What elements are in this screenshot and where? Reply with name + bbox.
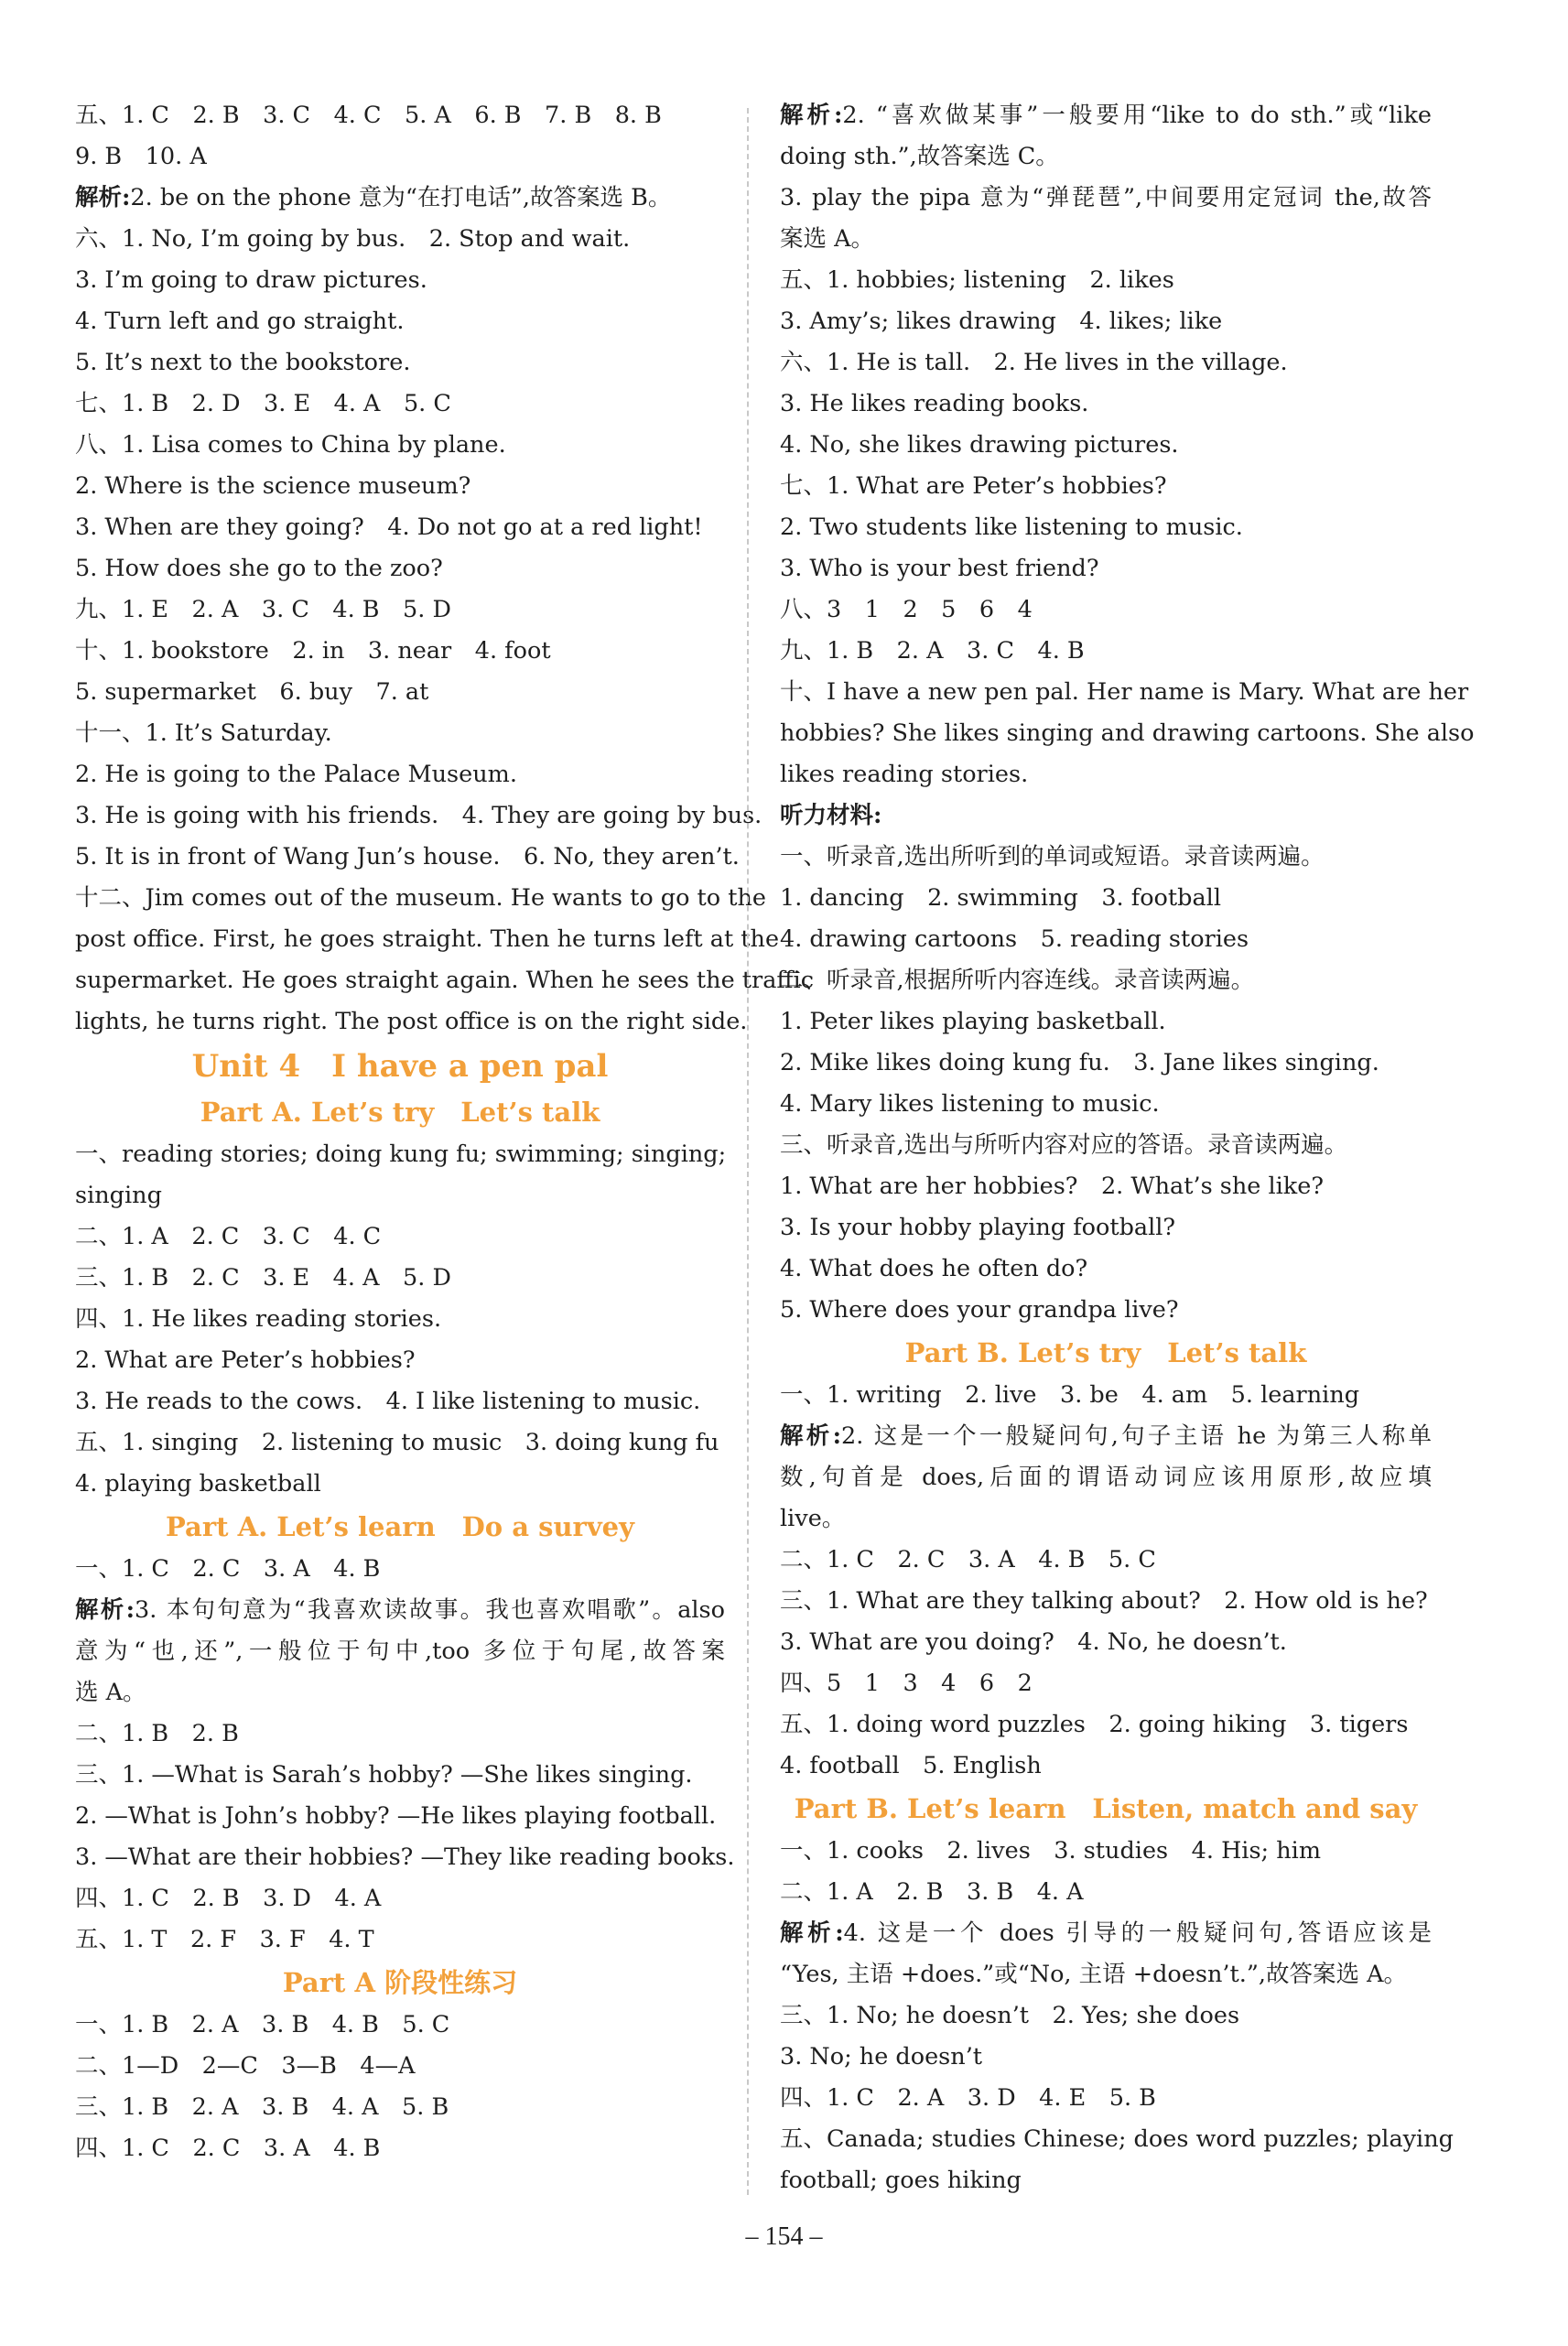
line-text: 5. How does she go to the zoo? <box>75 555 443 582</box>
answer-line <box>75 672 725 713</box>
line-text: 3. He is going with his friends. 4. They are going by bus. <box>75 802 762 829</box>
line-text: 二、1. A 2. B 3. B 4. A <box>780 1878 1084 1906</box>
line-text: 一、1. B 2. A 3. B 4. B 5. C <box>75 2011 450 2038</box>
answer-line <box>780 631 1432 672</box>
line-text: live。 <box>780 1505 846 1532</box>
column-divider <box>747 108 749 2195</box>
answer-line <box>780 878 1432 919</box>
answer-line <box>75 713 725 754</box>
line-text: 五、1. C 2. B 3. C 4. C 5. A 6. B 7. B 8. B <box>75 102 662 129</box>
analysis-label: 解析: <box>75 184 131 211</box>
answer-line <box>75 919 780 960</box>
answer-line <box>75 1422 725 1464</box>
answer-line <box>780 1457 1432 1498</box>
line-text: 八、3 1 2 5 6 4 <box>780 596 1033 623</box>
section-heading: Part A. Let’s learn Do a survey <box>166 1511 634 1542</box>
answer-line <box>780 342 1432 384</box>
line-text: 四、5 1 3 4 6 2 <box>780 1670 1033 1697</box>
line-text: 四、1. C 2. C 3. A 4. B <box>75 2135 381 2162</box>
line-text: lights, he turns right. The post office is on the right side. <box>75 1008 748 1035</box>
line-text: 3. Amy’s; likes drawing 4. likes; like <box>780 308 1223 335</box>
unit-heading: Unit 4 I have a pen pal <box>191 1048 609 1085</box>
answer-line <box>75 1549 725 1590</box>
line-text: 三、1. B 2. A 3. B 4. A 5. B <box>75 2093 449 2121</box>
line-text: 2. be on the phone 意为“在打电话”,故答案选 B。 <box>130 184 672 211</box>
answer-line <box>75 1755 725 1796</box>
answer-line <box>780 136 1432 178</box>
line-text: 一、reading stories; doing kung fu; swimming; singing; <box>75 1141 727 1168</box>
answer-line <box>780 2119 1454 2160</box>
answer-line <box>780 795 1432 837</box>
line-text: 意为“也,还”,一般位于句中,too 多位于句尾,故答案 <box>75 1638 725 1665</box>
line-text: 五、Canada; studies Chinese; does word puzzles; playing <box>780 2125 1454 2153</box>
answer-line <box>75 1714 725 1755</box>
line-text: 八、1. Lisa comes to China by plane. <box>75 431 506 459</box>
answer-line <box>780 1954 1432 1995</box>
answer-line <box>75 589 725 631</box>
answer-line <box>780 1166 1432 1207</box>
analysis-label: 解析: <box>780 102 843 129</box>
answer-line <box>780 548 1432 589</box>
answer-line <box>780 1043 1432 1084</box>
answer-line <box>75 548 725 589</box>
answer-line <box>780 219 1432 260</box>
answer-line <box>780 1290 1432 1331</box>
answer-line <box>75 1340 725 1381</box>
answer-line <box>75 1216 725 1258</box>
line-text: 2. What are Peter’s hobbies? <box>75 1346 416 1374</box>
answer-line <box>75 384 725 425</box>
line-text: 三、1. No; he doesn’t 2. Yes; she does <box>780 2002 1240 2029</box>
line-text: 5. Where does your grandpa live? <box>780 1296 1179 1324</box>
line-text: 3. He likes reading books. <box>780 390 1089 417</box>
line-text: 九、1. B 2. A 3. C 4. B <box>780 637 1085 665</box>
answer-line <box>75 878 767 919</box>
answer-line <box>780 260 1432 301</box>
answer-line <box>780 1001 1432 1043</box>
answer-line <box>75 754 725 795</box>
line-text: hobbies? She likes singing and drawing cartoons. She also <box>780 719 1475 747</box>
section-heading: Part B. Let’s learn Listen, match and say <box>794 1793 1418 1824</box>
answer-line <box>780 507 1432 548</box>
line-text: “Yes, 主语 +does.”或“No, 主语 +doesn’t.”,故答案选 A。 <box>780 1961 1408 1988</box>
answer-line <box>75 466 725 507</box>
line-text: 2. —What is John’s hobby? —He likes playing football. <box>75 1802 717 1830</box>
line-text: 四、1. C 2. B 3. D 4. A <box>75 1885 382 1912</box>
line-text: likes reading stories. <box>780 761 1029 788</box>
analysis-label: 解析: <box>75 1596 135 1624</box>
line-text: 3. When are they going? 4. Do not go at a red light! <box>75 514 703 541</box>
line-text: 4. football 5. English <box>780 1752 1042 1779</box>
answer-line <box>780 837 1432 878</box>
answer-line <box>75 960 814 1001</box>
answer-line <box>780 713 1475 754</box>
answer-line <box>780 1872 1432 1913</box>
answer-line <box>780 1084 1432 1125</box>
line-text: 二、1—D 2—C 3—B 4—A <box>75 2052 416 2080</box>
answer-line <box>75 2128 725 2169</box>
answer-line <box>780 384 1432 425</box>
line-text: 五、1. singing 2. listening to music 3. doing kung fu <box>75 1429 719 1456</box>
line-text: 3. —What are their hobbies? —They like reading books. <box>75 1843 735 1871</box>
line-text: 一、1. C 2. C 3. A 4. B <box>75 1555 381 1583</box>
answer-line <box>780 178 1432 219</box>
line-text: 4. No, she likes drawing pictures. <box>780 431 1179 459</box>
line-text: 1. What are her hobbies? 2. What’s she like? <box>780 1173 1324 1200</box>
line-text: 4. Mary likes listening to music. <box>780 1090 1160 1118</box>
answer-line <box>75 631 725 672</box>
answer-line <box>75 425 725 466</box>
line-text: 4. 这是一个 does 引导的一般疑问句,答语应该是 <box>843 1919 1432 1947</box>
right-column <box>780 95 1475 2201</box>
line-text: 案选 A。 <box>780 225 875 253</box>
line-text: 二、1. A 2. C 3. C 4. C <box>75 1223 382 1250</box>
line-text: 二、听录音,根据所听内容连线。录音读两遍。 <box>780 967 1255 994</box>
line-text: 5. supermarket 6. buy 7. at <box>75 678 429 706</box>
answer-line <box>780 1416 1432 1457</box>
line-text: 4. playing basketball <box>75 1470 321 1497</box>
answer-line <box>780 1375 1432 1416</box>
line-text: 2. Where is the science museum? <box>75 472 471 500</box>
answer-line <box>75 1175 725 1216</box>
answer-line <box>780 589 1432 631</box>
answer-line <box>780 1746 1432 1787</box>
line-text: 2. Mike likes doing kung fu. 3. Jane likes singing. <box>780 1049 1379 1076</box>
line-text: 3. What are you doing? 4. No, he doesn’t. <box>780 1628 1287 1656</box>
answer-line <box>780 1622 1432 1663</box>
answer-line <box>75 1919 725 1961</box>
answer-line <box>780 919 1432 960</box>
line-text: 十二、Jim comes out of the museum. He wants to go to the <box>75 884 767 912</box>
line-text: 3. Who is your best friend? <box>780 555 1099 582</box>
line-text: singing <box>75 1182 162 1209</box>
line-text: 2. 这是一个一般疑问句,句子主语 he 为第三人称单 <box>840 1422 1432 1450</box>
line-text: 9. B 10. A <box>75 143 207 170</box>
answer-line <box>75 342 725 384</box>
line-text: 二、1. B 2. B <box>75 1720 239 1747</box>
answer-line <box>75 507 725 548</box>
answer-line <box>75 1672 725 1714</box>
answer-line <box>75 1001 748 1043</box>
answer-line <box>780 2037 1432 2078</box>
line-text: 四、1. C 2. A 3. D 4. E 5. B <box>780 2084 1156 2112</box>
line-text: 3. He reads to the cows. 4. I like listening to music. <box>75 1388 701 1415</box>
line-text: 五、1. doing word puzzles 2. going hiking 3. tigers <box>780 1711 1409 1738</box>
section-heading: Part A. Let’s try Let’s talk <box>200 1097 600 1128</box>
line-text: 4. Turn left and go straight. <box>75 308 405 335</box>
section-heading: Part A 阶段性练习 <box>282 1967 518 1998</box>
answer-line <box>780 466 1432 507</box>
answer-line <box>75 260 725 301</box>
answer-line <box>75 1878 725 1919</box>
answer-line <box>780 1995 1432 2037</box>
answer-line <box>780 754 1432 795</box>
analysis-label: 解析: <box>780 1919 844 1947</box>
line-text: 5. It is in front of Wang Jun’s house. 6. No, they aren’t. <box>75 843 740 870</box>
answer-line <box>780 1125 1432 1166</box>
answer-line <box>75 1381 725 1422</box>
line-text: 十、I have a new pen pal. Her name is Mary. What are her <box>780 678 1469 706</box>
line-text: 六、1. No, I’m going by bus. 2. Stop and wait. <box>75 225 631 253</box>
line-text: 1. Peter likes playing basketball. <box>780 1008 1166 1035</box>
line-text: 九、1. E 2. A 3. C 4. B 5. D <box>75 596 451 623</box>
analysis-label: 听力材料: <box>780 802 882 829</box>
line-text: 四、1. He likes reading stories. <box>75 1305 442 1333</box>
answer-line <box>780 1498 1432 1540</box>
answer-line <box>780 2078 1432 2119</box>
answer-line <box>780 1249 1432 1290</box>
line-text: post office. First, he goes straight. Then he turns left at the <box>75 925 780 953</box>
answer-line <box>75 1796 725 1837</box>
answer-line <box>75 95 725 136</box>
answer-line <box>75 795 762 837</box>
line-text: 三、听录音,选出与所听内容对应的答语。录音读两遍。 <box>780 1131 1348 1159</box>
line-text: 4. drawing cartoons 5. reading stories <box>780 925 1249 953</box>
answer-line <box>75 301 725 342</box>
line-text: 3. Is your hobby playing football? <box>780 1214 1176 1241</box>
answer-line <box>780 960 1432 1001</box>
answer-line <box>75 178 725 219</box>
line-text: 七、1. B 2. D 3. E 4. A 5. C <box>75 390 451 417</box>
answer-line <box>75 2005 725 2046</box>
answer-line <box>780 1207 1432 1249</box>
answer-line <box>780 1704 1432 1746</box>
answer-line <box>780 1581 1432 1622</box>
line-text: 1. dancing 2. swimming 3. football <box>780 884 1221 912</box>
line-text: supermarket. He goes straight again. When he sees the traffic <box>75 967 814 994</box>
line-text: 一、1. writing 2. live 3. be 4. am 5. learning <box>780 1381 1360 1409</box>
line-text: doing sth.”,故答案选 C。 <box>780 143 1059 170</box>
line-text: 二、1. C 2. C 3. A 4. B 5. C <box>780 1546 1156 1573</box>
answer-line <box>75 1464 725 1505</box>
line-text: 选 A。 <box>75 1679 146 1706</box>
answer-line <box>75 1134 725 1175</box>
answer-line <box>75 219 725 260</box>
line-text: 5. It’s next to the bookstore. <box>75 349 411 376</box>
line-text: 3. No; he doesn’t <box>780 2043 983 2070</box>
line-text: 2. Two students like listening to music. <box>780 514 1243 541</box>
answer-line <box>75 136 725 178</box>
answer-line <box>780 425 1432 466</box>
line-text: 十、1. bookstore 2. in 3. near 4. foot <box>75 637 551 665</box>
line-text: 3. play the pipa 意为“弹琵琶”,中间要用定冠词 the,故答 <box>780 184 1432 211</box>
answer-line <box>75 837 740 878</box>
answer-line <box>780 1831 1432 1872</box>
answer-line <box>780 301 1432 342</box>
line-text: 2. “喜欢做某事”一般要用“like to do sth.”或“like <box>842 102 1433 129</box>
answer-line <box>780 672 1469 713</box>
section-heading: Part B. Let’s try Let’s talk <box>904 1337 1307 1368</box>
line-text: 一、1. cooks 2. lives 3. studies 4. His; him <box>780 1837 1322 1865</box>
line-text: 十一、1. It’s Saturday. <box>75 719 332 747</box>
analysis-label: 解析: <box>780 1422 841 1450</box>
line-text: 三、1. —What is Sarah’s hobby? —She likes singing. <box>75 1761 693 1789</box>
answer-line <box>780 2160 1432 2201</box>
line-text: 4. What does he often do? <box>780 1255 1088 1282</box>
answer-line <box>75 1631 725 1672</box>
answer-line <box>75 1590 725 1631</box>
line-text: 五、1. hobbies; listening 2. likes <box>780 266 1174 294</box>
answer-line <box>75 2046 725 2087</box>
answer-line <box>75 2087 725 2128</box>
answer-line <box>780 1913 1432 1954</box>
answer-line <box>75 1299 725 1340</box>
line-text: 数,句首是 does,后面的谓语动词应该用原形,故应填 <box>780 1464 1432 1491</box>
answer-line <box>780 95 1432 136</box>
answer-line <box>75 1837 735 1878</box>
answer-line <box>780 1540 1432 1581</box>
line-text: 三、1. B 2. C 3. E 4. A 5. D <box>75 1264 451 1292</box>
line-text: 2. He is going to the Palace Museum. <box>75 761 517 788</box>
line-text: 五、1. T 2. F 3. F 4. T <box>75 1926 374 1953</box>
line-text: football; goes hiking <box>780 2167 1022 2194</box>
line-text: 三、1. What are they talking about? 2. How old is he? <box>780 1587 1428 1615</box>
line-text: 3. I’m going to draw pictures. <box>75 266 427 294</box>
answer-line <box>75 1258 725 1299</box>
line-text: 一、听录音,选出所听到的单词或短语。录音读两遍。 <box>780 843 1325 870</box>
line-text: 3. 本句句意为“我喜欢读故事。我也喜欢唱歌”。also <box>134 1596 725 1624</box>
answer-line <box>780 1663 1432 1704</box>
page-number: – 154 – <box>745 2222 823 2251</box>
line-text: 六、1. He is tall. 2. He lives in the village. <box>780 349 1288 376</box>
line-text: 七、1. What are Peter’s hobbies? <box>780 472 1167 500</box>
